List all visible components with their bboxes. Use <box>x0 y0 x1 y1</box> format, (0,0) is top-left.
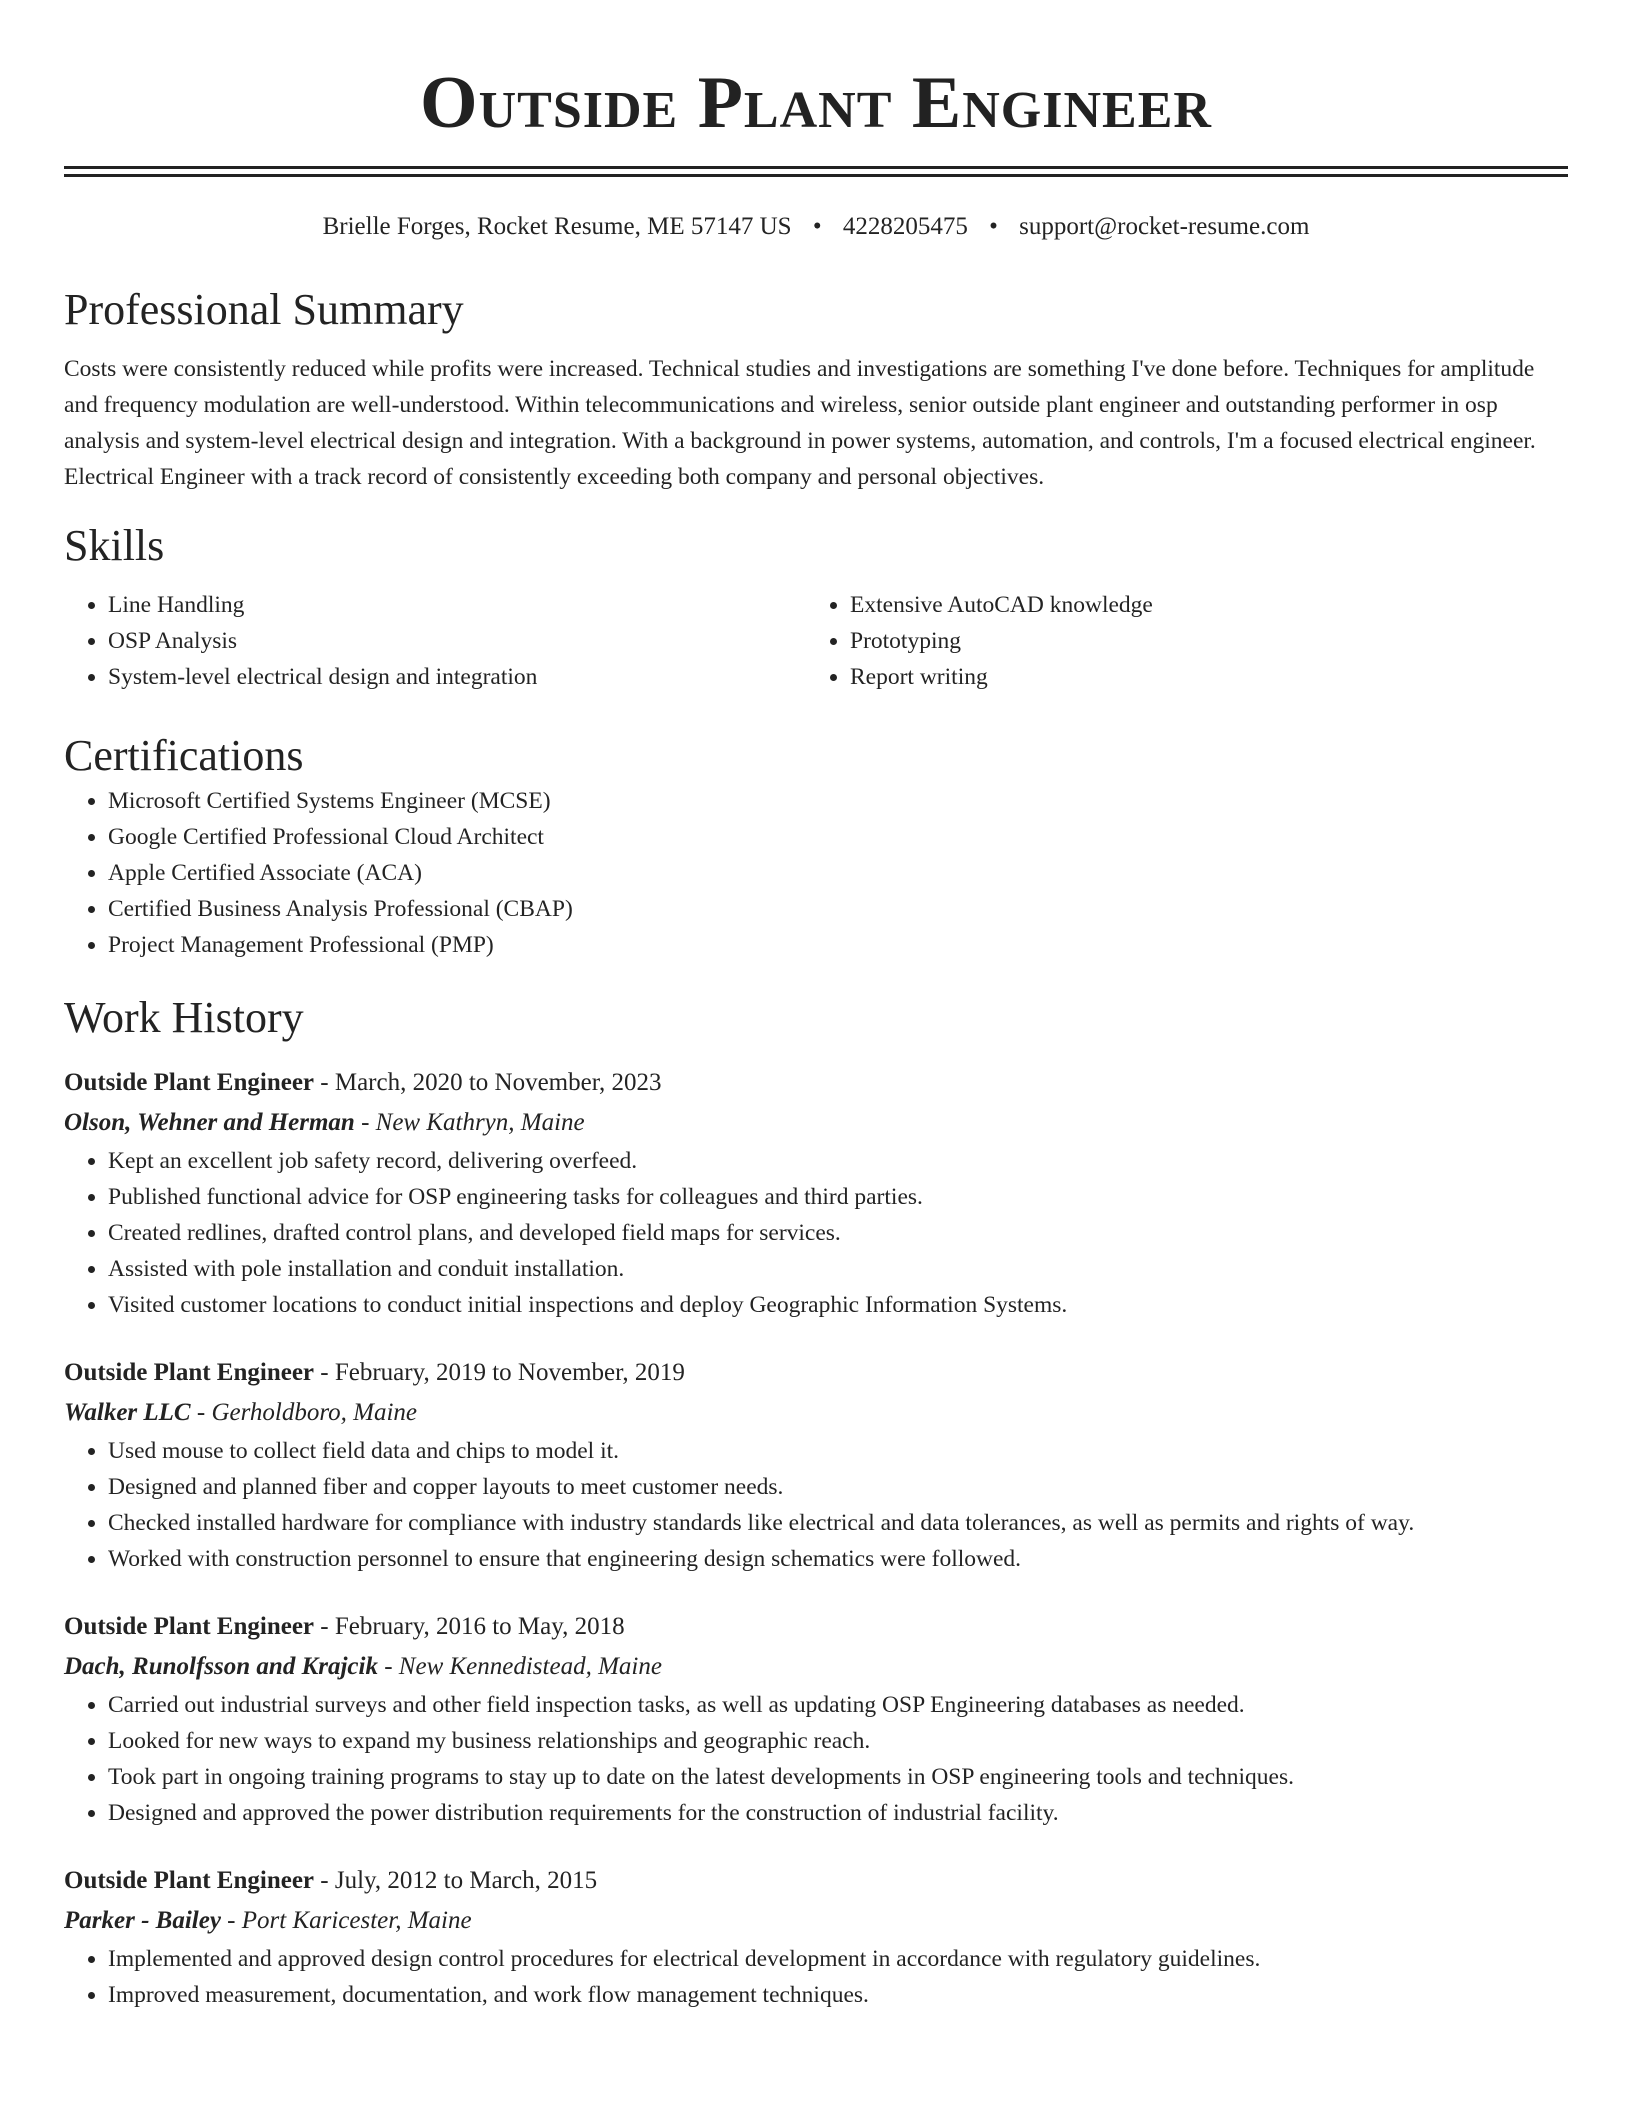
job-dash: - <box>314 1613 335 1640</box>
job-bullet: • Created redlines, drafted control plans, and developed field maps for services. <box>108 1215 1568 1251</box>
job-bullet: • Designed and approved the power distribution requirements for the construction of industrial facility. <box>108 1795 1568 1831</box>
job-entry <box>64 1607 1568 1831</box>
job-company-line <box>64 1393 1568 1433</box>
job-role-line <box>64 1861 1568 1901</box>
certification-item: • Google Certified Professional Cloud Architect <box>108 819 1568 855</box>
work-history-heading: Work History <box>64 993 304 1042</box>
job-bullet: • Checked installed hardware for compliance with industry standards like electrical and data tolerances, as well as permits and rights of way. <box>108 1505 1568 1541</box>
job-location: New Kennedistead, Maine <box>398 1653 662 1680</box>
job-bullet: • Took part in ongoing training programs to stay up to date on the latest developments in OSP engineering tools and techniques. <box>108 1759 1568 1795</box>
job-role: Outside Plant Engineer <box>64 1359 315 1386</box>
certifications-heading: Certifications <box>64 731 304 780</box>
contact-email: support@rocket-resume.com <box>1019 213 1310 240</box>
title-double-rule <box>64 166 1568 177</box>
job-bullet: • Visited customer locations to conduct initial inspections and deploy Geographic Information Systems. <box>108 1287 1568 1323</box>
contact-line <box>64 211 1568 243</box>
skill-item: • System-level electrical design and integration <box>108 659 806 695</box>
job-company-line <box>64 1901 1568 1941</box>
skills-list-left <box>64 587 806 695</box>
job-company: Olson, Wehner and Herman <box>64 1109 355 1136</box>
job-bullets <box>64 1687 1568 1831</box>
job-company-line <box>64 1103 1568 1143</box>
skill-item: • OSP Analysis <box>108 623 806 659</box>
summary-text: Costs were consistently reduced while profits were increased. Technical studies and investigations are something I've done before. Techniques for amplitude and frequency modulation are well-understood. Within telecommunications and wireless, senior outside plant engineer and outstanding performer in osp analysis and system-level electrical design and integration. With a background in power systems, automation, and controls, I'm a focused electrical engineer. Electrical Engineer with a track record of consistently exceeding both company and personal objectives. <box>64 356 1536 490</box>
job-bullet: • Improved measurement, documentation, and work flow management techniques. <box>108 1977 1568 2013</box>
skill-item: • Extensive AutoCAD knowledge <box>850 587 1548 623</box>
job-role-line <box>64 1063 1568 1103</box>
job-bullet: • Carried out industrial surveys and other field inspection tasks, as well as updating OSP Engineering databases as needed. <box>108 1687 1568 1723</box>
job-bullet: • Assisted with pole installation and conduit installation. <box>108 1251 1568 1287</box>
job-dates: February, 2019 to November, 2019 <box>334 1359 685 1386</box>
certification-item: • Apple Certified Associate (ACA) <box>108 855 1568 891</box>
job-dash: - <box>220 1907 242 1934</box>
job-bullets <box>64 1143 1568 1323</box>
job-dates: March, 2020 to November, 2023 <box>334 1069 662 1096</box>
job-bullet: • Worked with construction personnel to ensure that engineering design schematics were followed. <box>108 1541 1568 1577</box>
job-bullet: • Kept an excellent job safety record, delivering overfeed. <box>108 1143 1568 1179</box>
skill-item: • Report writing <box>850 659 1548 695</box>
job-entry <box>64 1861 1568 2013</box>
job-dash: - <box>314 1359 335 1386</box>
job-role: Outside Plant Engineer <box>64 1069 315 1096</box>
job-dates: July, 2012 to March, 2015 <box>334 1867 598 1894</box>
job-bullet: • Used mouse to collect field data and chips to model it. <box>108 1433 1568 1469</box>
job-role: Outside Plant Engineer <box>64 1867 315 1894</box>
skills-column-right <box>806 587 1548 695</box>
skills-list-right <box>806 587 1548 695</box>
job-dash: - <box>190 1399 212 1426</box>
certification-item: • Microsoft Certified Systems Engineer (MCSE) <box>108 783 1568 819</box>
job-dates: February, 2016 to May, 2018 <box>334 1613 625 1640</box>
job-bullet: • Looked for new ways to expand my business relationships and geographic reach. <box>108 1723 1568 1759</box>
job-role-line <box>64 1607 1568 1647</box>
job-company-line <box>64 1647 1568 1687</box>
resume-title: Outside Plant Engineer <box>420 62 1212 144</box>
contact-phone: 4228205475 <box>842 213 968 240</box>
resume-page <box>64 0 1568 2043</box>
job-dash: - <box>314 1867 335 1894</box>
summary-heading: Professional Summary <box>64 285 464 334</box>
job-company: Parker - Bailey <box>64 1907 221 1934</box>
skill-item: • Prototyping <box>850 623 1548 659</box>
certification-item: • Project Management Professional (PMP) <box>108 927 1568 963</box>
contact-separator: • <box>812 213 822 240</box>
job-bullet: • Designed and planned fiber and copper layouts to meet customer needs. <box>108 1469 1568 1505</box>
job-role-line <box>64 1353 1568 1393</box>
job-location: New Kathryn, Maine <box>375 1109 585 1136</box>
job-dash: - <box>314 1069 335 1096</box>
job-bullets <box>64 1433 1568 1577</box>
job-location: Gerholdboro, Maine <box>211 1399 417 1426</box>
job-location: Port Karicester, Maine <box>241 1907 472 1934</box>
skills-heading: Skills <box>64 521 165 570</box>
job-company: Dach, Runolfsson and Krajcik <box>64 1653 378 1680</box>
job-dash: - <box>377 1653 399 1680</box>
job-role: Outside Plant Engineer <box>64 1613 315 1640</box>
certification-item: • Certified Business Analysis Professional (CBAP) <box>108 891 1568 927</box>
job-entry <box>64 1353 1568 1577</box>
job-bullets <box>64 1941 1568 2013</box>
skills-grid <box>64 587 1568 695</box>
job-bullet: • Published functional advice for OSP engineering tasks for colleagues and third parties. <box>108 1179 1568 1215</box>
certifications-list <box>64 783 1568 963</box>
skills-column-left <box>64 587 806 695</box>
job-dash: - <box>354 1109 376 1136</box>
job-company: Walker LLC <box>64 1399 191 1426</box>
job-entry <box>64 1063 1568 1323</box>
skill-item: • Line Handling <box>108 587 806 623</box>
job-bullet: • Implemented and approved design control procedures for electrical development in accordance with regulatory guidelines. <box>108 1941 1568 1977</box>
contact-address: Brielle Forges, Rocket Resume, ME 57147 US <box>322 213 792 240</box>
contact-separator: • <box>989 213 998 240</box>
